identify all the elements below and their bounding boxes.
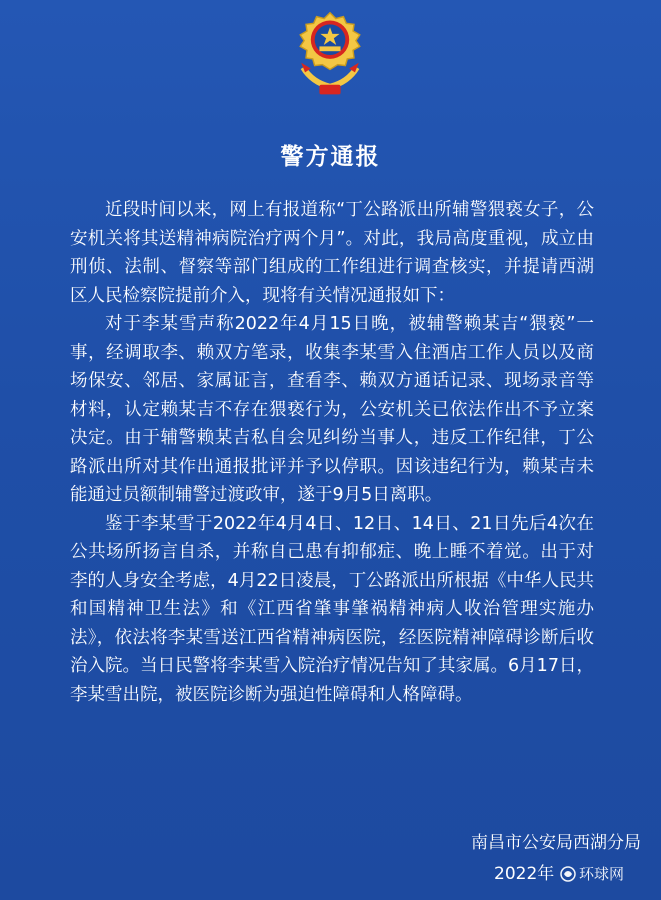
- watermark: [560, 864, 624, 884]
- date-prefix: 2022年: [494, 864, 555, 884]
- issuing-organization: 南昌市公安局西湖分局: [471, 833, 641, 853]
- police-emblem-icon: [282, 8, 378, 104]
- paragraph-3: 鉴于李某雪于2022年4月4日、12日、14日、21日先后4次在公共场所扬言自杀，并称自己患有抑郁症、晚上睡不着觉。出于对李的人身安全考虑，4月22日凌晨，丁公路派出所根据《中华人民共和国精神卫生法》和《江西省肇事肇祸精神病人收治管理实施办法》，依法将李某雪送江西省精神病医院，经医院精神障碍诊断后收治入院。当日民警将李某雪入院治疗情况告知了其家属。6月17日，李某雪出院，被医院诊断为强迫性障碍和人格障碍。: [70, 513, 594, 705]
- paragraph-1: 近段时间以来，网上有报道称“丁公路派出所辅警猥亵女子，公安机关将其送精神病院治疗两个月”。对此，我局高度重视，成立由刑侦、法制、督察等部门组成的工作组进行调查核实，并提请西湖区人民检察院提前介入，现将有关情况通报如下：: [70, 200, 594, 306]
- paragraph-2: 对于李某雪声称2022年4月15日晚，被辅警赖某吉“猥亵”一事，经调取李、赖双方笔录，收集李某雪入住酒店工作人员以及商场保安、邻居、家属证言，查看李、赖双方通话记录、现场录音等材料，认定赖某吉不存在猥亵行为，公安机关已依法作出不予立案决定。由于辅警赖某吉私自会见纠纷当事人，违反工作纪律，丁公路派出所对其作出通报批评并予以停职。因该违纪行为，赖某吉未能通过员额制辅警过渡政审，遂于9月5日离职。: [70, 314, 594, 505]
- watermark-text: 环球网: [579, 865, 625, 883]
- page-title: 警方通报: [280, 144, 381, 170]
- announcement-body: [70, 196, 594, 709]
- watermark-logo-icon: [560, 866, 576, 882]
